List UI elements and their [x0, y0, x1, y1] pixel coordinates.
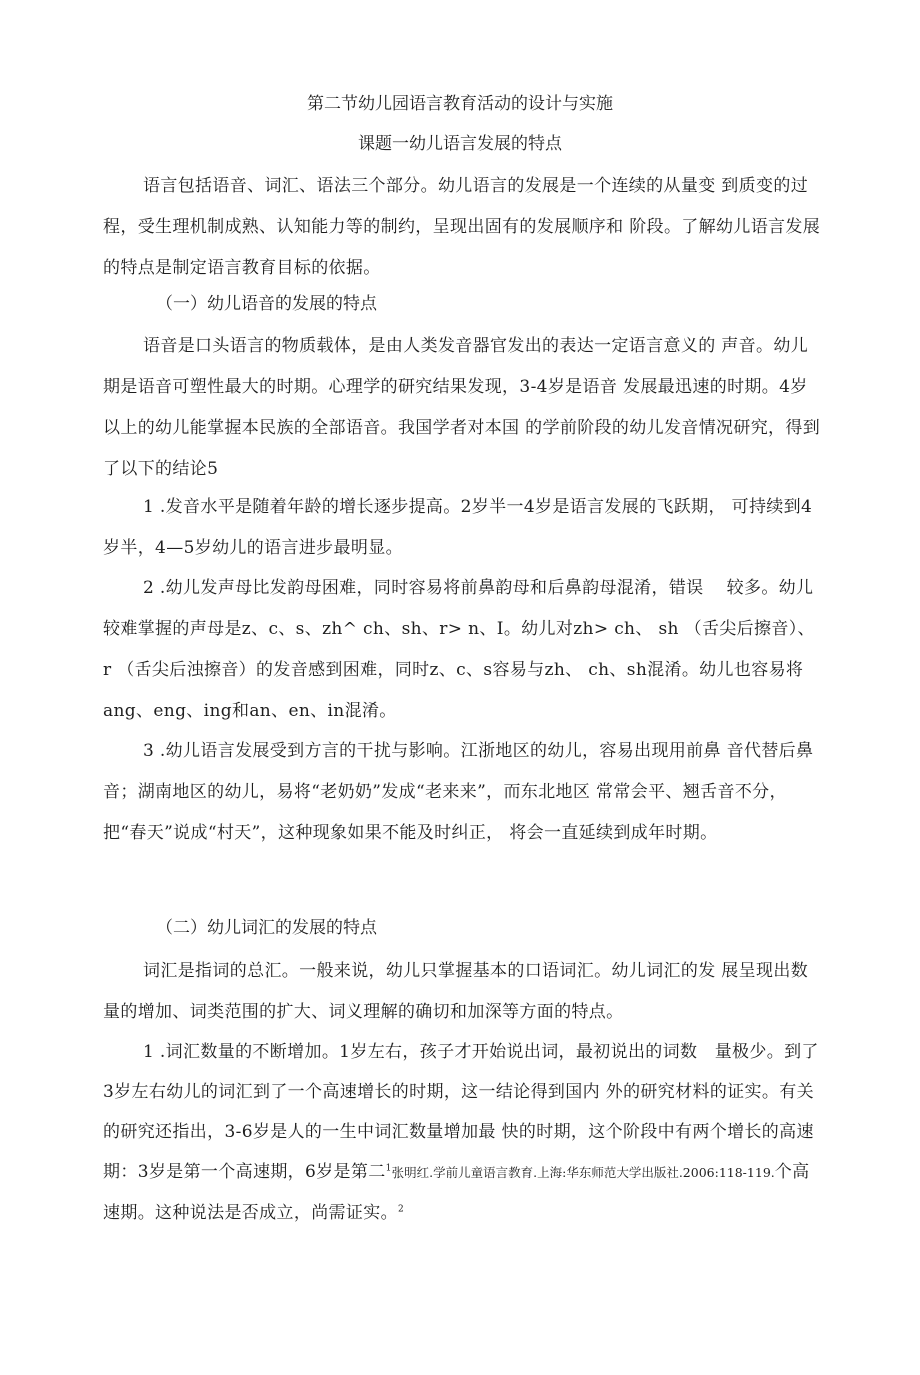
phonetics-point-2: 2 .幼儿发声母比发韵母困难，同时容易将前鼻韵母和后鼻韵母混淆，错误 较多。幼儿较难掌握的声母是z、c、s、zh^ ch、sh、r> n、I。幼儿对zh> ch、 sh （舌尖后擦音）、r （舌尖后浊擦音）的发音感到困难，同时z、c、s容易与zh、 ch、sh混淆。幼儿也容易将ang、eng、ing和an、en、in混淆。	[103, 578, 815, 721]
vocabulary-point-1	[103, 1032, 823, 1233]
point-1-main-text: 1 .词汇数量的不断增加。1岁左右，孩子才开始说出词，最初说出的词数 量极少。到了 3岁左右幼儿的词汇到了一个高速增长的时期，这一结论得到国内 外的研究材料的证实。有关的研究还指出，3-6岁是人的一生中词汇数量增加最 快的时期，这个阶段中有两个增长的高速期：3岁是第一个高速期，6岁是第二	[103, 1042, 819, 1182]
footnote-marker-2: 2	[397, 1204, 405, 1215]
intro-paragraph: 语言包括语音、词汇、语法三个部分。幼儿语言的发展是一个连续的从量变 到质变的过程，受生理机制成熟、认知能力等的制约，呈现出固有的发展顺序和 阶段。了解幼儿语言发展的特点是制定语言教育目标的依据。	[103, 176, 821, 278]
footnote-marker: 1	[385, 1163, 392, 1174]
phonetics-paragraph: 语音是口头语言的物质载体，是由人类发音器官发出的表达一定语言意义的 声音。幼儿期是语音可塑性最大的时期。心理学的研究结果发现，3-4岁是语音 发展最迅速的时期。4岁以上的幼儿能掌握本民族的全部语音。我国学者对本国 的学前阶段的幼儿发音情况研究，得到了以下的结论5	[103, 336, 821, 479]
phonetics-point-1: 1 .发音水平是随着年龄的增长逐步提高。2岁半一4岁是语言发展的飞跃期， 可持续到4岁半，4—5岁幼儿的语言进步最明显。	[103, 497, 813, 558]
point-1-tail-text: 个高速期。这种说法是否成立，尚需证实。	[103, 1162, 810, 1223]
section-title: 第二节幼儿园语言教育活动的设计与实施	[307, 94, 613, 114]
vocabulary-paragraph: 词汇是指词的总汇。一般来说，幼儿只掌握基本的口语词汇。幼儿词汇的发 展呈现出数量的增加、词类范围的扩大、词义理解的确切和加深等方面的特点。	[103, 961, 809, 1022]
phonetics-point-3: 3 .幼儿语言发展受到方言的干扰与影响。江浙地区的幼儿，容易出现用前鼻 音代替后鼻音；湖南地区的幼儿，易将“老奶奶”发成“老来来”，而东北地区 常常会平、翘舌音不分，把“春天”说成“村天”，这种现象如果不能及时纠正， 将会一直延续到成年时期。	[103, 741, 814, 843]
lesson-title: 课题一幼儿语言发展的特点	[358, 134, 562, 154]
footnote-text: 张明红.学前儿童语言教育.上海:华东师范大学出版社.2006:118-119.	[391, 1165, 775, 1180]
phonetics-heading: （一）幼儿语音的发展的特点	[156, 294, 377, 314]
vocabulary-heading: （二）幼儿词汇的发展的特点	[156, 918, 377, 938]
